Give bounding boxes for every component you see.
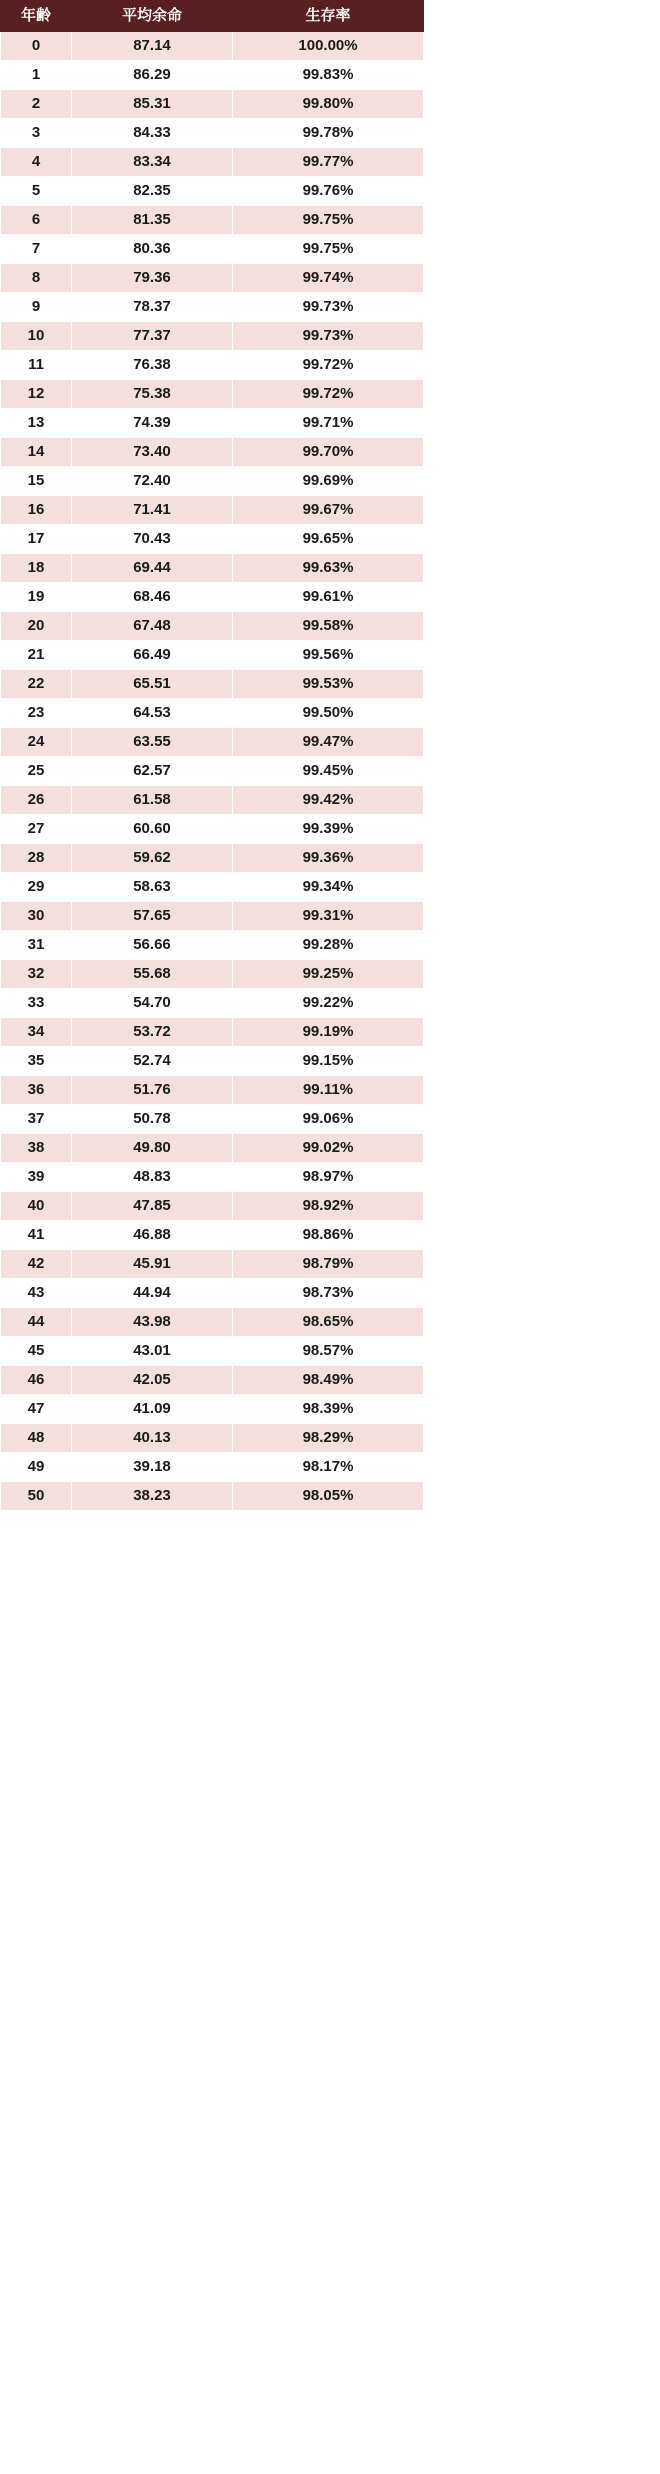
cell-life-expectancy: 67.48 xyxy=(72,612,233,641)
table-row xyxy=(1,119,424,148)
table-body xyxy=(1,32,424,1511)
table-row xyxy=(1,148,424,177)
cell-survival-rate: 98.97% xyxy=(233,1163,424,1192)
table-row xyxy=(1,844,424,873)
cell-life-expectancy: 42.05 xyxy=(72,1366,233,1395)
table-row xyxy=(1,1279,424,1308)
cell-life-expectancy: 68.46 xyxy=(72,583,233,612)
life-table-container xyxy=(0,0,420,1511)
cell-age: 35 xyxy=(1,1047,72,1076)
cell-life-expectancy: 51.76 xyxy=(72,1076,233,1105)
cell-age: 24 xyxy=(1,728,72,757)
cell-life-expectancy: 84.33 xyxy=(72,119,233,148)
cell-age: 16 xyxy=(1,496,72,525)
cell-age: 0 xyxy=(1,32,72,61)
cell-age: 11 xyxy=(1,351,72,380)
cell-survival-rate: 99.45% xyxy=(233,757,424,786)
cell-survival-rate: 99.11% xyxy=(233,1076,424,1105)
table-row xyxy=(1,1047,424,1076)
cell-life-expectancy: 72.40 xyxy=(72,467,233,496)
cell-life-expectancy: 61.58 xyxy=(72,786,233,815)
cell-life-expectancy: 80.36 xyxy=(72,235,233,264)
table-row xyxy=(1,380,424,409)
cell-survival-rate: 99.77% xyxy=(233,148,424,177)
cell-survival-rate: 99.47% xyxy=(233,728,424,757)
cell-survival-rate: 99.83% xyxy=(233,61,424,90)
cell-survival-rate: 99.65% xyxy=(233,525,424,554)
cell-life-expectancy: 62.57 xyxy=(72,757,233,786)
cell-age: 14 xyxy=(1,438,72,467)
column-header-survival-rate: 生存率 xyxy=(233,1,424,32)
cell-survival-rate: 99.70% xyxy=(233,438,424,467)
cell-life-expectancy: 52.74 xyxy=(72,1047,233,1076)
cell-age: 31 xyxy=(1,931,72,960)
cell-survival-rate: 99.19% xyxy=(233,1018,424,1047)
cell-survival-rate: 98.65% xyxy=(233,1308,424,1337)
cell-age: 36 xyxy=(1,1076,72,1105)
cell-life-expectancy: 59.62 xyxy=(72,844,233,873)
cell-survival-rate: 99.75% xyxy=(233,206,424,235)
cell-survival-rate: 99.34% xyxy=(233,873,424,902)
cell-life-expectancy: 87.14 xyxy=(72,32,233,61)
cell-age: 22 xyxy=(1,670,72,699)
cell-age: 19 xyxy=(1,583,72,612)
cell-life-expectancy: 44.94 xyxy=(72,1279,233,1308)
cell-survival-rate: 99.28% xyxy=(233,931,424,960)
table-row xyxy=(1,1076,424,1105)
cell-life-expectancy: 47.85 xyxy=(72,1192,233,1221)
table-row xyxy=(1,583,424,612)
table-row xyxy=(1,1250,424,1279)
table-row xyxy=(1,90,424,119)
cell-age: 21 xyxy=(1,641,72,670)
table-row xyxy=(1,1134,424,1163)
table-row xyxy=(1,641,424,670)
cell-life-expectancy: 82.35 xyxy=(72,177,233,206)
table-row xyxy=(1,1453,424,1482)
table-row xyxy=(1,206,424,235)
cell-age: 10 xyxy=(1,322,72,351)
table-row xyxy=(1,235,424,264)
cell-age: 43 xyxy=(1,1279,72,1308)
cell-survival-rate: 99.76% xyxy=(233,177,424,206)
cell-survival-rate: 99.56% xyxy=(233,641,424,670)
cell-age: 23 xyxy=(1,699,72,728)
table-row xyxy=(1,409,424,438)
cell-life-expectancy: 57.65 xyxy=(72,902,233,931)
table-row xyxy=(1,1395,424,1424)
cell-life-expectancy: 85.31 xyxy=(72,90,233,119)
cell-life-expectancy: 48.83 xyxy=(72,1163,233,1192)
cell-age: 39 xyxy=(1,1163,72,1192)
cell-life-expectancy: 56.66 xyxy=(72,931,233,960)
cell-life-expectancy: 55.68 xyxy=(72,960,233,989)
cell-life-expectancy: 76.38 xyxy=(72,351,233,380)
cell-survival-rate: 98.05% xyxy=(233,1482,424,1511)
cell-life-expectancy: 64.53 xyxy=(72,699,233,728)
cell-survival-rate: 98.29% xyxy=(233,1424,424,1453)
cell-age: 44 xyxy=(1,1308,72,1337)
cell-survival-rate: 99.58% xyxy=(233,612,424,641)
table-header xyxy=(1,1,424,32)
cell-life-expectancy: 74.39 xyxy=(72,409,233,438)
cell-survival-rate: 99.39% xyxy=(233,815,424,844)
cell-age: 18 xyxy=(1,554,72,583)
cell-survival-rate: 99.75% xyxy=(233,235,424,264)
table-row xyxy=(1,902,424,931)
cell-age: 26 xyxy=(1,786,72,815)
cell-age: 48 xyxy=(1,1424,72,1453)
life-expectancy-table xyxy=(0,0,424,1511)
cell-life-expectancy: 60.60 xyxy=(72,815,233,844)
cell-age: 41 xyxy=(1,1221,72,1250)
cell-survival-rate: 99.42% xyxy=(233,786,424,815)
table-row xyxy=(1,496,424,525)
table-row xyxy=(1,873,424,902)
table-row xyxy=(1,177,424,206)
cell-life-expectancy: 39.18 xyxy=(72,1453,233,1482)
cell-age: 38 xyxy=(1,1134,72,1163)
table-row xyxy=(1,960,424,989)
cell-age: 17 xyxy=(1,525,72,554)
table-row xyxy=(1,1221,424,1250)
cell-age: 15 xyxy=(1,467,72,496)
cell-life-expectancy: 63.55 xyxy=(72,728,233,757)
cell-survival-rate: 99.22% xyxy=(233,989,424,1018)
table-row xyxy=(1,525,424,554)
cell-life-expectancy: 86.29 xyxy=(72,61,233,90)
cell-age: 47 xyxy=(1,1395,72,1424)
cell-age: 29 xyxy=(1,873,72,902)
cell-life-expectancy: 41.09 xyxy=(72,1395,233,1424)
cell-survival-rate: 99.15% xyxy=(233,1047,424,1076)
cell-survival-rate: 99.72% xyxy=(233,351,424,380)
cell-age: 42 xyxy=(1,1250,72,1279)
table-row xyxy=(1,264,424,293)
table-row xyxy=(1,1366,424,1395)
cell-survival-rate: 99.69% xyxy=(233,467,424,496)
table-row xyxy=(1,670,424,699)
cell-life-expectancy: 66.49 xyxy=(72,641,233,670)
cell-age: 50 xyxy=(1,1482,72,1511)
table-row xyxy=(1,815,424,844)
table-row xyxy=(1,1482,424,1511)
table-row xyxy=(1,293,424,322)
cell-survival-rate: 99.67% xyxy=(233,496,424,525)
cell-age: 45 xyxy=(1,1337,72,1366)
table-row xyxy=(1,1424,424,1453)
table-row xyxy=(1,322,424,351)
cell-life-expectancy: 58.63 xyxy=(72,873,233,902)
cell-life-expectancy: 65.51 xyxy=(72,670,233,699)
cell-age: 8 xyxy=(1,264,72,293)
cell-survival-rate: 99.02% xyxy=(233,1134,424,1163)
table-row xyxy=(1,786,424,815)
cell-life-expectancy: 81.35 xyxy=(72,206,233,235)
cell-age: 2 xyxy=(1,90,72,119)
cell-age: 5 xyxy=(1,177,72,206)
cell-life-expectancy: 70.43 xyxy=(72,525,233,554)
cell-survival-rate: 100.00% xyxy=(233,32,424,61)
cell-survival-rate: 99.53% xyxy=(233,670,424,699)
cell-survival-rate: 99.80% xyxy=(233,90,424,119)
table-row xyxy=(1,61,424,90)
cell-life-expectancy: 43.98 xyxy=(72,1308,233,1337)
cell-age: 27 xyxy=(1,815,72,844)
table-row xyxy=(1,989,424,1018)
cell-age: 30 xyxy=(1,902,72,931)
cell-survival-rate: 98.17% xyxy=(233,1453,424,1482)
table-row xyxy=(1,612,424,641)
cell-life-expectancy: 53.72 xyxy=(72,1018,233,1047)
cell-survival-rate: 98.92% xyxy=(233,1192,424,1221)
cell-age: 6 xyxy=(1,206,72,235)
cell-life-expectancy: 73.40 xyxy=(72,438,233,467)
cell-survival-rate: 98.57% xyxy=(233,1337,424,1366)
cell-life-expectancy: 46.88 xyxy=(72,1221,233,1250)
table-row xyxy=(1,728,424,757)
column-header-life-expectancy: 平均余命 xyxy=(72,1,233,32)
cell-age: 33 xyxy=(1,989,72,1018)
cell-life-expectancy: 75.38 xyxy=(72,380,233,409)
cell-survival-rate: 99.61% xyxy=(233,583,424,612)
table-row xyxy=(1,699,424,728)
cell-survival-rate: 99.31% xyxy=(233,902,424,931)
table-row xyxy=(1,1192,424,1221)
cell-age: 34 xyxy=(1,1018,72,1047)
cell-survival-rate: 98.79% xyxy=(233,1250,424,1279)
cell-life-expectancy: 40.13 xyxy=(72,1424,233,1453)
cell-survival-rate: 99.73% xyxy=(233,322,424,351)
table-row xyxy=(1,1163,424,1192)
cell-life-expectancy: 50.78 xyxy=(72,1105,233,1134)
cell-life-expectancy: 54.70 xyxy=(72,989,233,1018)
table-row xyxy=(1,1105,424,1134)
cell-age: 4 xyxy=(1,148,72,177)
cell-survival-rate: 99.36% xyxy=(233,844,424,873)
cell-age: 3 xyxy=(1,119,72,148)
table-row xyxy=(1,467,424,496)
cell-life-expectancy: 49.80 xyxy=(72,1134,233,1163)
cell-life-expectancy: 69.44 xyxy=(72,554,233,583)
cell-life-expectancy: 77.37 xyxy=(72,322,233,351)
table-row xyxy=(1,1018,424,1047)
cell-life-expectancy: 71.41 xyxy=(72,496,233,525)
cell-age: 46 xyxy=(1,1366,72,1395)
cell-age: 37 xyxy=(1,1105,72,1134)
cell-survival-rate: 99.71% xyxy=(233,409,424,438)
cell-survival-rate: 99.63% xyxy=(233,554,424,583)
table-header-row xyxy=(1,1,424,32)
cell-survival-rate: 98.86% xyxy=(233,1221,424,1250)
cell-age: 40 xyxy=(1,1192,72,1221)
table-row xyxy=(1,1308,424,1337)
cell-age: 7 xyxy=(1,235,72,264)
cell-survival-rate: 99.78% xyxy=(233,119,424,148)
cell-survival-rate: 99.73% xyxy=(233,293,424,322)
cell-survival-rate: 98.73% xyxy=(233,1279,424,1308)
cell-survival-rate: 99.06% xyxy=(233,1105,424,1134)
table-row xyxy=(1,438,424,467)
table-row xyxy=(1,931,424,960)
cell-life-expectancy: 38.23 xyxy=(72,1482,233,1511)
cell-survival-rate: 99.25% xyxy=(233,960,424,989)
cell-age: 9 xyxy=(1,293,72,322)
cell-survival-rate: 99.74% xyxy=(233,264,424,293)
cell-life-expectancy: 45.91 xyxy=(72,1250,233,1279)
cell-age: 28 xyxy=(1,844,72,873)
cell-survival-rate: 99.50% xyxy=(233,699,424,728)
table-row xyxy=(1,32,424,61)
cell-survival-rate: 98.49% xyxy=(233,1366,424,1395)
table-row xyxy=(1,554,424,583)
cell-life-expectancy: 43.01 xyxy=(72,1337,233,1366)
cell-age: 32 xyxy=(1,960,72,989)
cell-survival-rate: 98.39% xyxy=(233,1395,424,1424)
cell-survival-rate: 99.72% xyxy=(233,380,424,409)
cell-age: 13 xyxy=(1,409,72,438)
cell-age: 25 xyxy=(1,757,72,786)
table-row xyxy=(1,351,424,380)
column-header-age: 年齢 xyxy=(1,1,72,32)
cell-age: 20 xyxy=(1,612,72,641)
cell-age: 1 xyxy=(1,61,72,90)
cell-life-expectancy: 79.36 xyxy=(72,264,233,293)
cell-age: 49 xyxy=(1,1453,72,1482)
cell-life-expectancy: 83.34 xyxy=(72,148,233,177)
cell-life-expectancy: 78.37 xyxy=(72,293,233,322)
cell-age: 12 xyxy=(1,380,72,409)
table-row xyxy=(1,1337,424,1366)
table-row xyxy=(1,757,424,786)
